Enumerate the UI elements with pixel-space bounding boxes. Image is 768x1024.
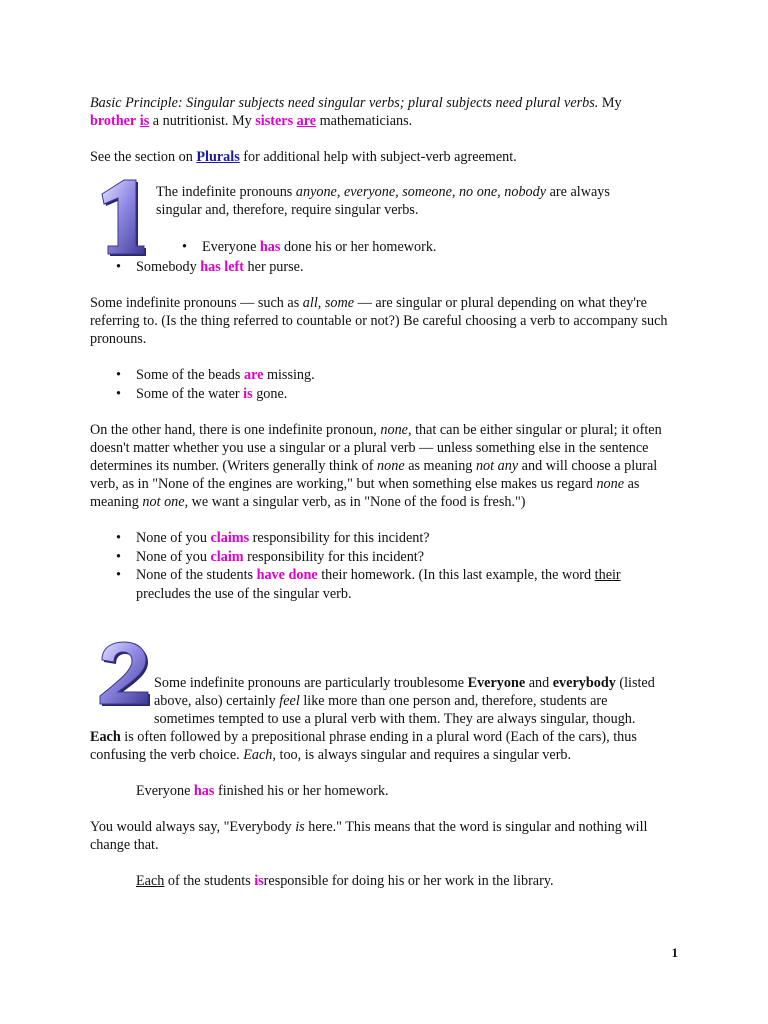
none-paragraph: [90, 421, 682, 511]
paragraph-text: like more than one person and, therefore, students are sometimes tempted to use a plural verb with them. They are always singular, though.: [154, 693, 636, 727]
example-text: Everyone: [136, 783, 194, 799]
everybody-paragraph: [90, 818, 670, 854]
see-section-text: See the section on: [90, 149, 197, 165]
italic-word: not any: [475, 458, 519, 474]
highlight-brother: brother: [90, 113, 137, 129]
highlight-verb: has left: [200, 259, 244, 275]
example-text: Some of the water: [136, 385, 244, 402]
highlight-verb: has: [259, 239, 281, 255]
section1-text: The indefinite pronouns: [156, 184, 296, 200]
bold-word: Each: [90, 729, 121, 745]
some-pronouns-paragraph: [90, 294, 678, 348]
highlight-verb: claim: [210, 548, 244, 565]
example-list-2: [136, 258, 636, 277]
intro-text: a nutritionist. My: [149, 113, 256, 129]
list-item: [136, 385, 676, 404]
highlight-verb: are: [243, 367, 264, 383]
paragraph-text: and will choose a plural verb, as in "None of the engines are working," but when something else makes us regard: [90, 458, 658, 492]
intro-text: My: [598, 95, 622, 111]
list-item: [136, 566, 676, 603]
see-section-paragraph: [90, 148, 670, 166]
highlight-verb: have done: [256, 567, 318, 583]
highlight-verb: is: [254, 873, 264, 889]
example-text: missing.: [263, 367, 315, 383]
italic-word: feel: [279, 693, 300, 709]
italic-word: none: [377, 458, 405, 474]
example-text: Everyone: [202, 239, 260, 255]
intro-text: mathematicians.: [316, 113, 413, 129]
paragraph-text: Some indefinite pronouns are particularly troublesome: [154, 675, 468, 691]
paragraph-text: too, is always singular and requires a singular verb.: [275, 747, 572, 763]
basic-principle: Basic Principle: Singular subjects need singular verbs; plural subjects need plural verbs.: [90, 95, 599, 111]
intro-paragraph: [90, 94, 670, 130]
example-text: Some of the beads: [136, 367, 244, 383]
bold-word: Everyone: [467, 675, 526, 691]
highlight-verb: has: [193, 783, 215, 799]
paragraph-text: , we want a singular verb, as in "None of the food is fresh."): [184, 494, 526, 510]
section1-text: are always singular and, therefore, require singular verbs.: [156, 184, 610, 218]
example-list-4: [136, 529, 676, 603]
example-text: None of you: [136, 548, 211, 565]
list-item: [136, 366, 676, 385]
bold-word: everybody: [552, 675, 616, 691]
paragraph-text: as meaning: [404, 458, 476, 474]
pronoun-list: anyone, everyone, someone, no one, nobody: [295, 184, 547, 200]
page-number: 1: [671, 945, 678, 960]
italic-word: none: [596, 476, 625, 492]
highlight-verb: is: [243, 385, 253, 402]
pronoun-list: all, some: [302, 295, 355, 311]
example-text: finished his or her homework.: [214, 783, 389, 799]
italic-word: not one: [142, 494, 185, 510]
highlight-is: is: [139, 113, 150, 129]
example-each: [136, 872, 676, 890]
paragraph-text: as meaning: [90, 476, 640, 510]
highlight-are: are: [296, 113, 317, 129]
example-text: responsible for doing his or her work in the library.: [263, 873, 554, 889]
paragraph-text: You would always say, "Everybody: [90, 819, 296, 835]
paragraph-text: is often followed by a prepositional phrase ending in a plural word (Each of the cars), thus confusing the verb choice.: [90, 729, 637, 763]
example-text: None of you: [136, 530, 211, 546]
example-text: None of the students: [136, 567, 257, 583]
example-text: responsibility for this incident?: [243, 548, 425, 565]
paragraph-text: , that can be either singular or plural; it often doesn't matter whether you use a singular or a plural verb — unless something else in the sentence determines its number. (Writers generally think of: [90, 422, 662, 474]
highlight-sisters: sisters: [255, 113, 294, 129]
paragraph-text: here." This means that the word is singular and nothing will change that.: [90, 819, 648, 853]
italic-word: none: [380, 422, 408, 438]
plurals-link[interactable]: Plurals: [196, 149, 240, 165]
list-item: [136, 529, 676, 548]
example-text: gone.: [252, 385, 288, 402]
example-text: of the students: [164, 873, 255, 889]
example-everyone: [136, 782, 676, 800]
example-text: precludes the use of the singular verb.: [136, 585, 352, 602]
example-text: responsibility for this incident?: [249, 530, 430, 546]
numeral-one-graphic: [94, 176, 146, 256]
paragraph-text: and: [525, 675, 553, 691]
example-text: done his or her homework.: [280, 239, 437, 255]
underlined-word: Each: [136, 873, 165, 889]
example-text: their homework. (In this last example, the word: [317, 567, 595, 583]
see-section-text: for additional help with subject-verb agreement.: [239, 149, 517, 165]
example-text: Somebody: [136, 259, 201, 275]
example-list-3: [136, 366, 676, 403]
highlight-verb: claims: [210, 530, 250, 546]
example-list-1: [202, 238, 642, 257]
example-text: her purse.: [244, 259, 304, 275]
section1-intro: [156, 183, 646, 219]
paragraph-text: — are singular or plural depending on what they're referring to. (Is the thing referred to countable or not?) Be careful choosing a verb to accompany such pronouns.: [90, 295, 668, 347]
italic-word: Each,: [243, 747, 276, 763]
list-item: [136, 548, 676, 567]
numeral-wrap-spacer: [90, 674, 154, 728]
paragraph-text: Some indefinite pronouns — such as: [90, 295, 303, 311]
paragraph-text: (listed above, also) certainly: [154, 675, 655, 709]
list-item: [136, 258, 636, 277]
list-item: [202, 238, 642, 257]
underlined-word: their: [594, 567, 621, 583]
italic-word: is: [295, 819, 305, 835]
paragraph-text: On the other hand, there is one indefinite pronoun,: [90, 422, 381, 438]
section2-intro-top: [90, 674, 666, 764]
